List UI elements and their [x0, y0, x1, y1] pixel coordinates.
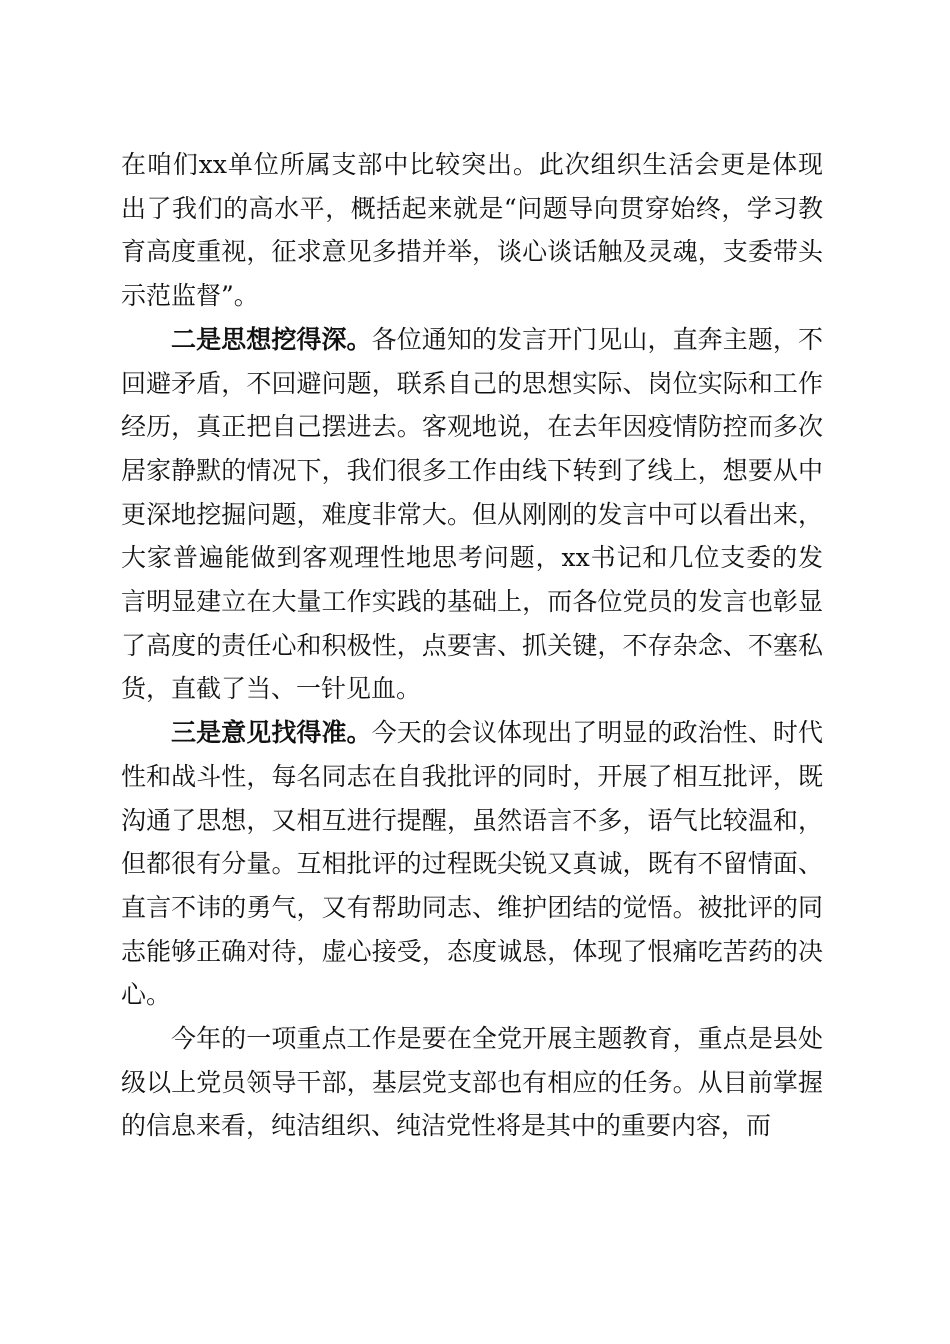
- paragraph-point-two: [121, 318, 823, 711]
- paragraph-text: 各位通知的发言开门见山，直奔主题，不回避矛盾，不回避问题，联系自己的思想实际、岗位实际和工作经历，真正把自己摆进去。客观地说，在去年因疫情防控而多次居家静默的情况下，我们很多工作由线下转到了线上，想要从中更深地挖掘问题，难度非常大。但从刚刚的发言中可以看出来，大家普遍能做到客观理性地思考问题，xx书记和几位支委的发言明显建立在大量工作实践的基础上，而各位党员的发言也彰显了高度的责任心和积极性，点要害、抓关键，不存杂念、不塞私货，直截了当、一针见血。: [121, 324, 823, 704]
- paragraph-text: 今年的一项重点工作是要在全党开展主题教育，重点是县处级以上党员领导干部，基层党支部也有相应的任务。从目前掌握的信息来看，纯洁组织、纯洁党性将是其中的重要内容，而: [121, 1024, 823, 1141]
- paragraph-lead: 二是思想挖得深。: [171, 324, 372, 354]
- paragraph-text: 在咱们xx单位所属支部中比较突出。此次组织生活会更是体现出了我们的高水平，概括起来就是“问题导向贯穿始终，学习教育高度重视，征求意见多措并举，谈心谈话触及灵魂，支委带头示范监督”。: [121, 150, 823, 311]
- paragraph-continuation: [121, 143, 823, 318]
- paragraph-point-three: [121, 711, 823, 1017]
- paragraph-theme-education: [121, 1017, 823, 1148]
- document-body: [121, 143, 823, 1148]
- paragraph-lead: 三是意见找得准。: [171, 718, 372, 748]
- paragraph-text: 今天的会议体现出了明显的政治性、时代性和战斗性，每名同志在自我批评的同时，开展了相互批评，既沟通了思想，又相互进行提醒，虽然语言不多，语气比较温和，但都很有分量。互相批评的过程既尖锐又真诚，既有不留情面、直言不讳的勇气，又有帮助同志、维护团结的觉悟。被批评的同志能够正确对待，虚心接受，态度诚恳，体现了恨痛吃苦药的决心。: [121, 718, 823, 1010]
